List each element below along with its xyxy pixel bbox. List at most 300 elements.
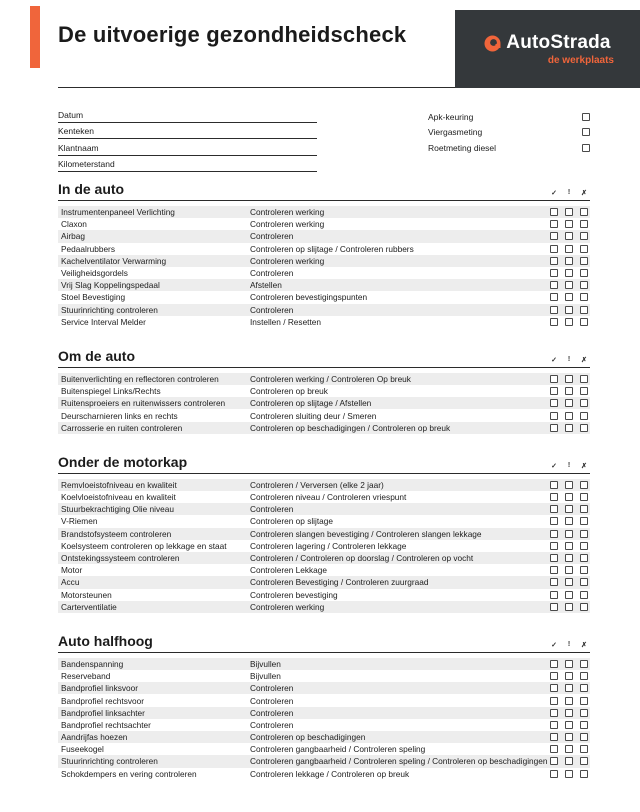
form-field[interactable]	[58, 139, 317, 156]
logo-name: AutoStrada	[506, 32, 611, 53]
checklist-row	[58, 206, 590, 218]
checkbox-attention[interactable]	[565, 387, 573, 395]
checkbox-fail[interactable]	[580, 697, 588, 705]
checkbox-attention[interactable]	[565, 306, 573, 314]
row-checkboxes	[550, 721, 588, 729]
action-label: Instellen / Resetten	[250, 316, 322, 327]
row-checkboxes	[550, 530, 588, 538]
checklist-row	[58, 670, 590, 682]
inspection-label: Roetmeting diesel	[428, 142, 497, 153]
action-label: Controleren slangen bevestiging / Controleren slangen lekkage	[250, 528, 482, 539]
checklist-section	[58, 633, 590, 780]
checkbox-ok[interactable]	[550, 684, 558, 692]
checkbox-attention[interactable]	[565, 375, 573, 383]
checkbox-fail[interactable]	[580, 399, 588, 407]
checkbox-fail[interactable]	[580, 257, 588, 265]
checkbox-ok[interactable]	[550, 530, 558, 538]
checkbox-fail[interactable]	[580, 232, 588, 240]
item-label: Airbag	[61, 231, 85, 242]
checkbox-ok[interactable]	[550, 281, 558, 289]
checkbox-fail[interactable]	[580, 733, 588, 741]
checkbox-attention[interactable]	[565, 770, 573, 778]
item-label: Stuurinrichting controleren	[61, 756, 158, 767]
checklist-row	[58, 397, 590, 409]
checklist-row	[58, 422, 590, 434]
row-checkboxes	[550, 424, 588, 432]
logo	[455, 10, 640, 88]
check-column-headers	[550, 641, 588, 649]
row-checkboxes	[550, 293, 588, 301]
check-column-symbol: ✓	[551, 190, 557, 197]
check-column-symbol: ✗	[581, 641, 587, 649]
form-field[interactable]	[58, 106, 317, 123]
checkbox-fail[interactable]	[580, 578, 588, 586]
action-label: Controleren	[250, 695, 294, 706]
item-label: Bandprofiel rechtsachter	[61, 719, 151, 730]
checkbox-fail[interactable]	[580, 318, 588, 326]
checkbox-ok[interactable]	[550, 672, 558, 680]
checkbox-fail[interactable]	[580, 269, 588, 277]
checkbox-ok[interactable]	[550, 493, 558, 501]
row-checkboxes	[550, 554, 588, 562]
checkbox-ok[interactable]	[550, 542, 558, 550]
checklist-row	[58, 755, 590, 767]
section-rows	[58, 479, 590, 613]
item-label: Stuurbekrachtiging Olie niveau	[61, 504, 174, 515]
checkbox-fail[interactable]	[580, 591, 588, 599]
item-label: Buitenspiegel Links/Rechts	[61, 386, 161, 397]
checklist-section	[58, 181, 590, 328]
action-label: Controleren werking	[250, 255, 325, 266]
row-checkboxes	[550, 757, 588, 765]
action-label: Controleren op slijtage	[250, 516, 334, 527]
checkbox-ok[interactable]	[550, 208, 558, 216]
row-checkboxes	[550, 375, 588, 383]
form-field-label: Kenteken	[58, 126, 94, 136]
form-fields	[58, 106, 317, 172]
item-label: Motorsteunen	[61, 589, 112, 600]
checklist-row	[58, 682, 590, 694]
checklist-row	[58, 564, 590, 576]
row-checkboxes	[550, 387, 588, 395]
checkbox-fail[interactable]	[580, 684, 588, 692]
check-column-symbol: !	[567, 461, 571, 469]
row-checkboxes	[550, 591, 588, 599]
checkbox-attention[interactable]	[565, 505, 573, 513]
checkbox-ok[interactable]	[550, 603, 558, 611]
item-label: V-Riemen	[61, 516, 98, 527]
checkbox-fail[interactable]	[580, 530, 588, 538]
checklist-row	[58, 373, 590, 385]
checkbox-attention[interactable]	[565, 257, 573, 265]
inspection-label: Viergasmeting	[428, 127, 483, 138]
row-checkboxes	[550, 697, 588, 705]
checkbox-ok[interactable]	[550, 505, 558, 513]
check-column-headers	[550, 356, 588, 364]
inspection-checkbox[interactable]	[582, 144, 590, 152]
checkbox-attention[interactable]	[565, 697, 573, 705]
check-column-symbol: !	[567, 640, 571, 648]
action-label: Controleren gangbaarheid / Controleren speling / Controleren op beschadigingen	[250, 756, 548, 767]
row-checkboxes	[550, 684, 588, 692]
checklist-row	[58, 279, 590, 291]
inspection-checkbox[interactable]	[582, 128, 590, 136]
meta-form	[58, 106, 590, 172]
checklist-row	[58, 316, 590, 328]
row-checkboxes	[550, 399, 588, 407]
checkbox-attention[interactable]	[565, 721, 573, 729]
checkbox-ok[interactable]	[550, 554, 558, 562]
checklist-row	[58, 601, 590, 613]
checkbox-attention[interactable]	[565, 481, 573, 489]
row-checkboxes	[550, 578, 588, 586]
checkbox-attention[interactable]	[565, 745, 573, 753]
action-label: Afstellen	[250, 280, 282, 291]
checkbox-ok[interactable]	[550, 733, 558, 741]
checklist-section	[58, 348, 590, 434]
logo-subtitle: de werkplaats	[547, 55, 614, 66]
action-label: Controleren	[250, 231, 294, 242]
item-label: Koelvloeistofniveau en kwaliteit	[61, 492, 176, 503]
checkbox-attention[interactable]	[565, 530, 573, 538]
checkbox-ok[interactable]	[550, 245, 558, 253]
row-checkboxes	[550, 269, 588, 277]
checkbox-attention[interactable]	[565, 578, 573, 586]
title-divider	[58, 87, 455, 88]
checkbox-fail[interactable]	[580, 293, 588, 301]
checkbox-ok[interactable]	[550, 306, 558, 314]
action-label: Controleren / Verversen (elke 2 jaar)	[250, 479, 384, 490]
row-checkboxes	[550, 232, 588, 240]
checkbox-ok[interactable]	[550, 481, 558, 489]
row-checkboxes	[550, 566, 588, 574]
checklist-row	[58, 576, 590, 588]
item-label: Schokdempers en vering controleren	[61, 768, 197, 779]
checkbox-ok[interactable]	[550, 566, 558, 574]
check-column-headers	[550, 189, 588, 197]
checkbox-ok[interactable]	[550, 399, 558, 407]
item-label: Accu	[61, 577, 80, 588]
checkbox-attention[interactable]	[565, 399, 573, 407]
checkbox-ok[interactable]	[550, 578, 558, 586]
checkbox-ok[interactable]	[550, 220, 558, 228]
action-label: Controleren	[250, 707, 294, 718]
checklist-row	[58, 719, 590, 731]
checkbox-attention[interactable]	[565, 281, 573, 289]
checkbox-attention[interactable]	[565, 412, 573, 420]
checkbox-fail[interactable]	[580, 566, 588, 574]
checkbox-fail[interactable]	[580, 770, 588, 778]
checklist-row	[58, 385, 590, 397]
action-label: Controleren lagering / Controleren lekkage	[250, 540, 407, 551]
checkbox-fail[interactable]	[580, 220, 588, 228]
checkbox-ok[interactable]	[550, 424, 558, 432]
checklist-row	[58, 540, 590, 552]
checkbox-attention[interactable]	[565, 208, 573, 216]
checkbox-fail[interactable]	[580, 517, 588, 525]
checkbox-fail[interactable]	[580, 660, 588, 668]
action-label: Controleren op beschadigingen / Controleren op breuk	[250, 422, 451, 433]
item-label: Veiligheidsgordels	[61, 268, 128, 279]
checkbox-ok[interactable]	[550, 757, 558, 765]
item-label: Carrosserie en ruiten controleren	[61, 422, 183, 433]
accent-bar	[30, 6, 40, 68]
form-field-label: Datum	[58, 109, 84, 120]
row-checkboxes	[550, 660, 588, 668]
row-checkboxes	[550, 709, 588, 717]
section-rows	[58, 206, 590, 328]
inspection-line	[428, 109, 590, 125]
checkbox-attention[interactable]	[565, 517, 573, 525]
action-label: Controleren	[250, 504, 294, 515]
checkbox-ok[interactable]	[550, 745, 558, 753]
item-label: Aandrijfas hoezen	[61, 732, 128, 743]
item-label: Stoel Bevestiging	[61, 292, 126, 303]
checkbox-ok[interactable]	[550, 517, 558, 525]
checkbox-fail[interactable]	[580, 306, 588, 314]
action-label: Controleren bevestiging	[250, 589, 338, 600]
checkbox-attention[interactable]	[565, 220, 573, 228]
checklist-row	[58, 589, 590, 601]
section-header	[58, 454, 590, 474]
section-title: Om de auto	[58, 347, 136, 364]
item-label: Fuseekogel	[61, 744, 104, 755]
row-checkboxes	[550, 770, 588, 778]
checkbox-attention[interactable]	[565, 709, 573, 717]
checkbox-attention[interactable]	[565, 566, 573, 574]
action-label: Controleren werking	[250, 219, 325, 230]
action-label: Controleren op breuk	[250, 386, 328, 397]
check-column-symbol: ✗	[581, 190, 587, 197]
checkbox-attention[interactable]	[565, 660, 573, 668]
checkbox-fail[interactable]	[580, 412, 588, 420]
checklist-row	[58, 409, 590, 421]
row-checkboxes	[550, 505, 588, 513]
row-checkboxes	[550, 481, 588, 489]
action-label: Controleren Bevestiging / Controleren zuurgraad	[250, 577, 429, 588]
checklist-row	[58, 707, 590, 719]
checkbox-fail[interactable]	[580, 542, 588, 550]
action-label: Controleren	[250, 304, 294, 315]
item-label: Ruitensproeiers en ruitenwissers controleren	[61, 398, 226, 409]
action-label: Controleren op slijtage / Afstellen	[250, 398, 372, 409]
checkbox-attention[interactable]	[565, 269, 573, 277]
item-label: Remvloeistofniveau en kwaliteit	[61, 479, 177, 490]
check-column-symbol: ✓	[551, 462, 557, 470]
action-label: Bijvullen	[250, 671, 281, 682]
form-field[interactable]	[58, 156, 317, 173]
action-label: Controleren op beschadigingen	[250, 732, 366, 743]
checklist-row	[58, 503, 590, 515]
checkbox-attention[interactable]	[565, 757, 573, 765]
checklist-row	[58, 552, 590, 564]
checklist-row	[58, 731, 590, 743]
check-column-headers	[550, 462, 588, 470]
item-label: Claxon	[61, 219, 87, 230]
checkbox-fail[interactable]	[580, 554, 588, 562]
check-column-symbol: ✓	[551, 356, 557, 364]
checkbox-ok[interactable]	[550, 660, 558, 668]
row-checkboxes	[550, 208, 588, 216]
row-checkboxes	[550, 672, 588, 680]
item-label: Stuurinrichting controleren	[61, 304, 158, 315]
checkbox-fail[interactable]	[580, 424, 588, 432]
checkbox-ok[interactable]	[550, 293, 558, 301]
checkbox-fail[interactable]	[580, 375, 588, 383]
checklist-row	[58, 694, 590, 706]
checkbox-fail[interactable]	[580, 208, 588, 216]
item-label: Motor	[61, 565, 83, 576]
form-field-label: Kilometerstand	[58, 159, 115, 169]
item-label: Bandprofiel linksvoor	[61, 683, 139, 694]
row-checkboxes	[550, 220, 588, 228]
checkbox-attention[interactable]	[565, 245, 573, 253]
action-label: Controleren bevestigingspunten	[250, 292, 368, 303]
item-label: Bandenspanning	[61, 658, 124, 669]
item-label: Pedaalrubbers	[61, 243, 115, 254]
action-label: Controleren sluiting deur / Smeren	[250, 410, 377, 421]
page-title: De uitvoerige gezondheidscheck	[58, 22, 407, 47]
checkbox-fail[interactable]	[580, 245, 588, 253]
checkbox-fail[interactable]	[580, 721, 588, 729]
checkbox-ok[interactable]	[550, 709, 558, 717]
checklist-row	[58, 255, 590, 267]
checkbox-attention[interactable]	[565, 672, 573, 680]
action-label: Controleren / Controleren op doorslag / Controleren op vocht	[250, 553, 474, 564]
checkbox-ok[interactable]	[550, 257, 558, 265]
checkbox-ok[interactable]	[550, 697, 558, 705]
action-label: Controleren Lekkage	[250, 565, 328, 576]
item-label: Instrumentenpaneel Verlichting	[61, 207, 175, 218]
checklist-row	[58, 528, 590, 540]
section-header	[58, 181, 590, 201]
checkbox-attention[interactable]	[565, 684, 573, 692]
checkbox-fail[interactable]	[580, 493, 588, 501]
row-checkboxes	[550, 603, 588, 611]
checkbox-fail[interactable]	[580, 281, 588, 289]
check-column-symbol: !	[567, 355, 571, 363]
checklist-section	[58, 454, 590, 613]
row-checkboxes	[550, 257, 588, 265]
row-checkboxes	[550, 733, 588, 741]
action-label: Controleren op slijtage / Controleren rubbers	[250, 243, 414, 254]
checkbox-ok[interactable]	[550, 721, 558, 729]
item-label: Bandprofiel rechtsvoor	[61, 695, 145, 706]
row-checkboxes	[550, 306, 588, 314]
checklist-row	[58, 743, 590, 755]
check-column-symbol: ✓	[551, 641, 557, 649]
action-label: Controleren werking	[250, 207, 325, 218]
item-label: Koelsysteem controleren op lekkage en staat	[61, 540, 227, 551]
row-checkboxes	[550, 542, 588, 550]
checklist-row	[58, 491, 590, 503]
checkbox-fail[interactable]	[580, 745, 588, 753]
action-label: Bijvullen	[250, 658, 281, 669]
section-rows	[58, 658, 590, 780]
row-checkboxes	[550, 412, 588, 420]
section-title: Onder de motorkap	[58, 453, 188, 470]
form-field-label: Klantnaam	[58, 142, 99, 153]
checkbox-fail[interactable]	[580, 709, 588, 717]
checkbox-attention[interactable]	[565, 293, 573, 301]
checkbox-attention[interactable]	[565, 554, 573, 562]
check-column-symbol: ✗	[581, 356, 587, 364]
item-label: Ontstekingssysteem controleren	[61, 553, 180, 564]
inspection-line	[428, 140, 590, 156]
inspection-checkbox[interactable]	[582, 113, 590, 121]
item-label: Service Interval Melder	[61, 316, 146, 327]
autostrada-logo-icon	[484, 35, 501, 52]
sections	[58, 181, 590, 800]
action-label: Controleren	[250, 719, 294, 730]
checkbox-ok[interactable]	[550, 770, 558, 778]
checklist-row	[58, 515, 590, 527]
checkbox-ok[interactable]	[550, 375, 558, 383]
checklist-row	[58, 218, 590, 230]
checkbox-attention[interactable]	[565, 232, 573, 240]
item-label: Carterventilatie	[61, 601, 117, 612]
checkbox-attention[interactable]	[565, 591, 573, 599]
checklist-row	[58, 768, 590, 780]
checkbox-ok[interactable]	[550, 318, 558, 326]
checkbox-fail[interactable]	[580, 387, 588, 395]
checklist-row	[58, 479, 590, 491]
checkbox-ok[interactable]	[550, 412, 558, 420]
checkbox-ok[interactable]	[550, 591, 558, 599]
checkbox-attention[interactable]	[565, 733, 573, 741]
check-column-symbol: !	[567, 189, 571, 196]
row-checkboxes	[550, 245, 588, 253]
action-label: Controleren lekkage / Controleren op breuk	[250, 768, 410, 779]
checkbox-ok[interactable]	[550, 269, 558, 277]
section-header	[58, 633, 590, 653]
section-rows	[58, 373, 590, 434]
item-label: Brandstofsysteem controleren	[61, 528, 172, 539]
checkbox-fail[interactable]	[580, 757, 588, 765]
checkbox-attention[interactable]	[565, 542, 573, 550]
checkbox-fail[interactable]	[580, 672, 588, 680]
checkbox-fail[interactable]	[580, 603, 588, 611]
checkbox-attention[interactable]	[565, 603, 573, 611]
checkbox-attention[interactable]	[565, 318, 573, 326]
item-label: Buitenverlichting en reflectoren controleren	[61, 373, 219, 384]
inspection-label: Apk-keuring	[428, 111, 474, 122]
checklist-row	[58, 267, 590, 279]
form-field[interactable]	[58, 123, 317, 140]
checkbox-ok[interactable]	[550, 387, 558, 395]
checkbox-attention[interactable]	[565, 424, 573, 432]
item-label: Vrij Slag Koppelingspedaal	[61, 280, 160, 291]
section-title: In de auto	[58, 181, 125, 197]
checkbox-attention[interactable]	[565, 493, 573, 501]
checklist-row	[58, 230, 590, 242]
section-header	[58, 348, 590, 368]
checkbox-fail[interactable]	[580, 481, 588, 489]
section-title: Auto halfhoog	[58, 632, 153, 649]
row-checkboxes	[550, 281, 588, 289]
action-label: Controleren	[250, 683, 294, 694]
action-label: Controleren gangbaarheid / Controleren speling	[250, 744, 426, 755]
item-label: Deurscharnieren links en rechts	[61, 410, 178, 421]
item-label: Kachelventilator Verwarming	[61, 255, 167, 266]
inspection-checks	[428, 106, 590, 172]
checklist-row	[58, 291, 590, 303]
checkbox-ok[interactable]	[550, 232, 558, 240]
checklist-row	[58, 658, 590, 670]
checkbox-fail[interactable]	[580, 505, 588, 513]
action-label: Controleren	[250, 268, 294, 279]
item-label: Reserveband	[61, 671, 111, 682]
